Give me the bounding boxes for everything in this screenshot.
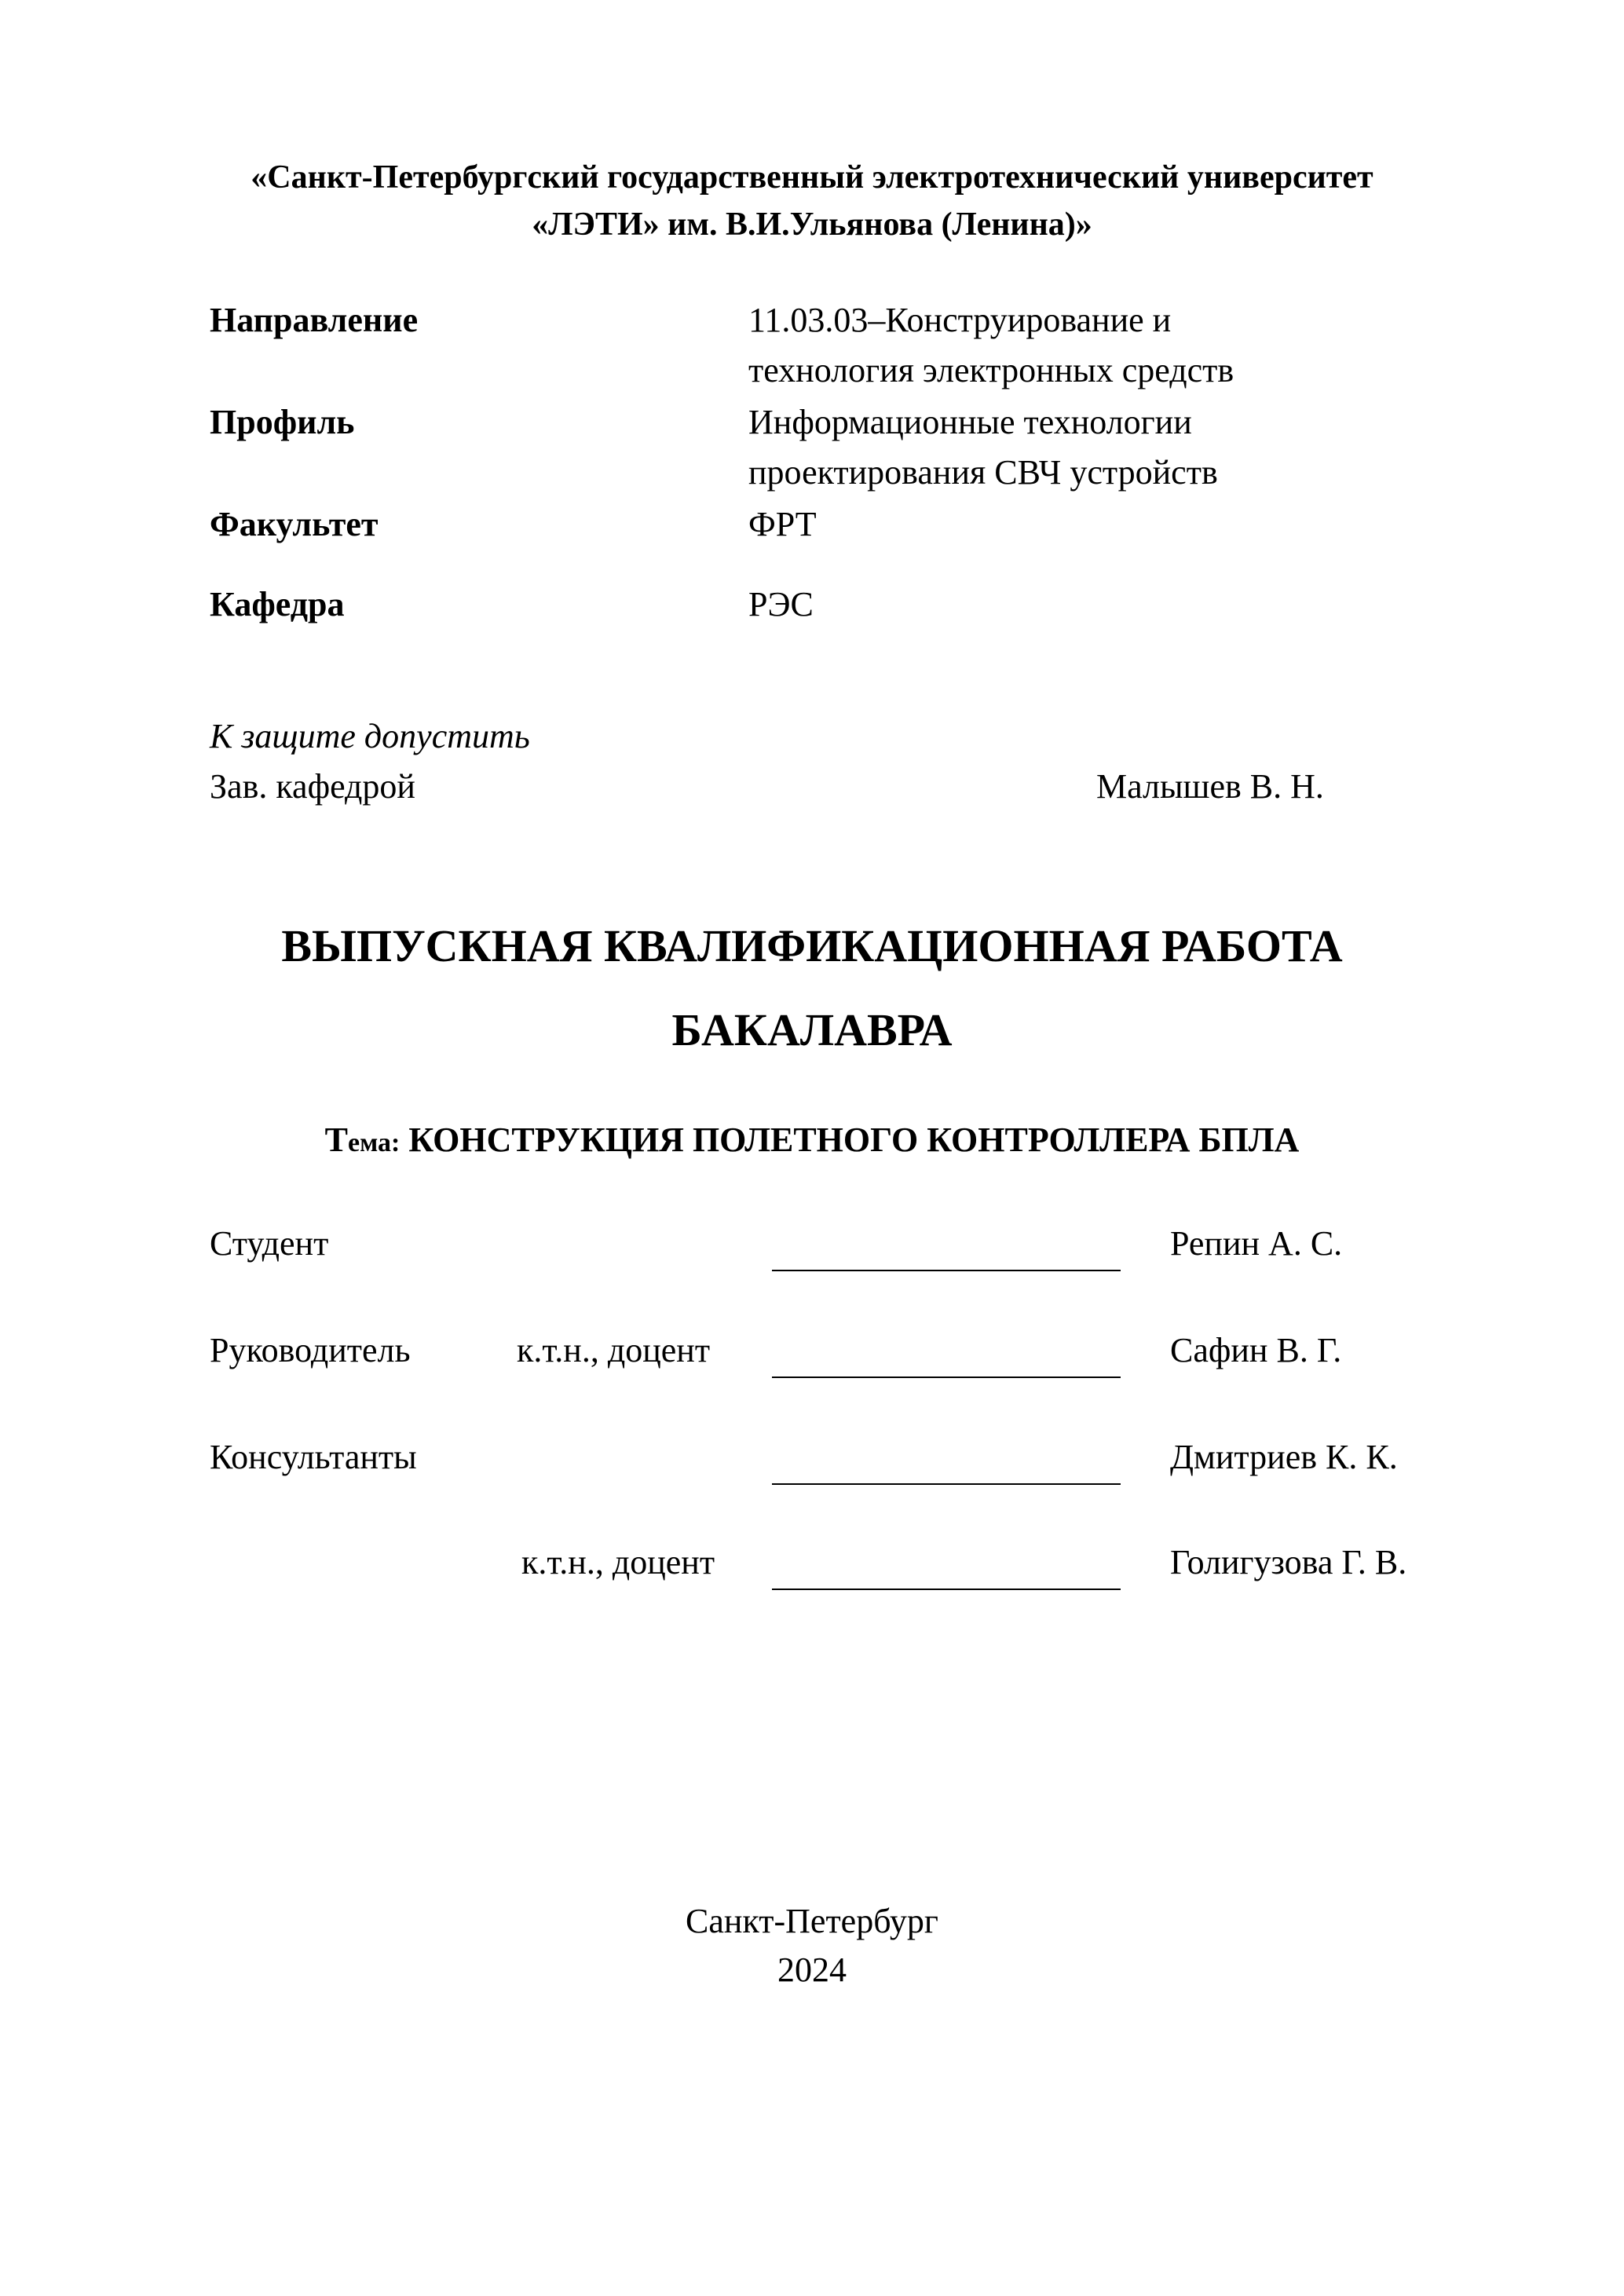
work-title-line1: ВЫПУСКНАЯ КВАЛИФИКАЦИОННАЯ РАБОТА (281, 920, 1343, 971)
university-name-line1: «Санкт-Петербургский государственный электротехнический университет (251, 159, 1373, 196)
department-label: Кафедра (210, 585, 345, 623)
faculty-value: ФРТ (748, 505, 817, 543)
profile-value-line1: Информационные технологии (748, 403, 1192, 441)
signature-name-consultant2: Голигузова Г. В. (1170, 1543, 1407, 1581)
theme-text: КОНСТРУКЦИЯ ПОЛЕТНОГО КОНТРОЛЛЕРА БПЛА (408, 1121, 1300, 1159)
work-title-line2: БАКАЛАВРА (671, 1004, 953, 1055)
signature-line-consultant1 (772, 1483, 1121, 1485)
theme-line (0, 1117, 1624, 1167)
theme-prefix-rest: ема: (348, 1128, 401, 1157)
department-value: РЭС (748, 585, 814, 623)
theme-prefix-first: Т (324, 1121, 349, 1159)
footer-city: Санкт-Петербург (686, 1902, 938, 1940)
admit-to-defense-text: К защите допустить (210, 717, 530, 755)
footer-year: 2024 (777, 1951, 847, 1989)
signature-role-supervisor: Руководитель (210, 1331, 411, 1369)
signature-name-consultant1: Дмитриев К. К. (1170, 1438, 1398, 1476)
direction-value-line1: 11.03.03–Конструирование и (748, 301, 1172, 339)
direction-value-line2: технология электронных средств (748, 351, 1234, 389)
profile-value-line2: проектирования СВЧ устройств (748, 453, 1218, 492)
head-of-department-name: Малышев В. Н. (1096, 767, 1324, 806)
signature-name-supervisor: Сафин В. Г. (1170, 1331, 1342, 1369)
signature-line-supervisor (772, 1377, 1121, 1378)
signature-name-student: Репин А. С. (1170, 1224, 1343, 1263)
direction-label: Направление (210, 301, 419, 339)
signature-role-student: Студент (210, 1224, 329, 1263)
faculty-label: Факультет (210, 505, 379, 543)
theme-prefix (325, 1121, 401, 1159)
signature-degree-consultant2: к.т.н., доцент (521, 1543, 715, 1581)
profile-label: Профиль (210, 403, 355, 441)
head-of-department-label: Зав. кафедрой (210, 767, 415, 806)
signature-line-student (772, 1270, 1121, 1271)
signature-role-consultants: Консультанты (210, 1438, 417, 1476)
signature-line-consultant2 (772, 1589, 1121, 1590)
university-name-line2: «ЛЭТИ» им. В.И.Ульянова (Ленина)» (532, 207, 1092, 243)
signature-degree-supervisor: к.т.н., доцент (517, 1331, 711, 1369)
